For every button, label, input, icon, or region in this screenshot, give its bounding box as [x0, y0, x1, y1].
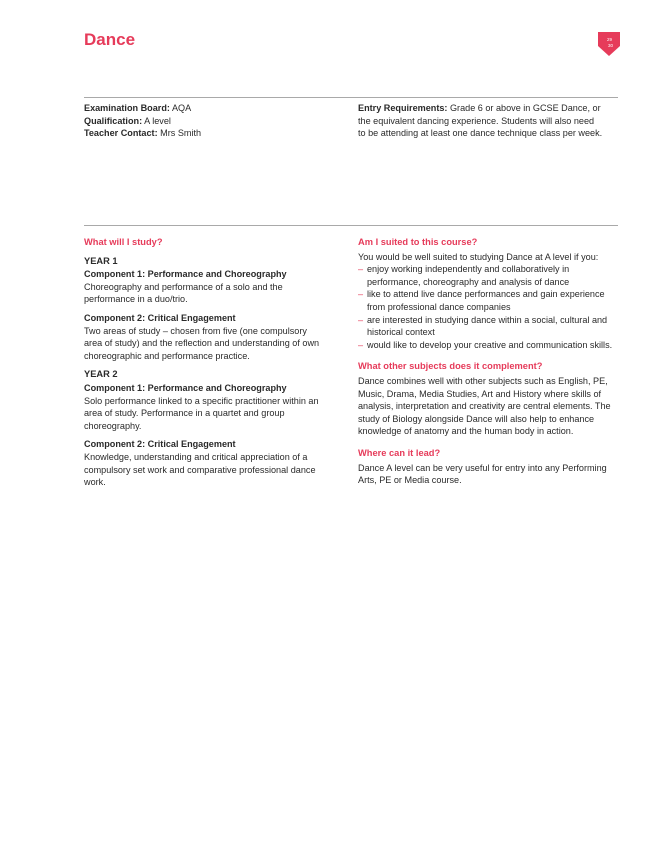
entry-line-1: Entry Requirements: Grade 6 or above in GCSE Dance, or — [358, 103, 601, 113]
right-column — [358, 236, 624, 493]
page-title: Dance — [84, 30, 136, 49]
top-divider — [84, 97, 618, 98]
list-item: – like to attend live dance performances and gain experience from professional dance companies — [358, 289, 605, 312]
teacher-contact-label: Teacher Contact: — [84, 128, 158, 139]
badge-top-number: 29 — [607, 37, 613, 42]
left-column — [84, 236, 324, 495]
year-1-component-2-title: Component 2: Critical Engagement — [84, 312, 236, 323]
study-heading: What will I study? — [84, 237, 163, 247]
suited-heading: Am I suited to this course? — [358, 237, 478, 247]
year-2-component-2-text: Knowledge, understanding and critical appreciation of a compulsory set work and comparative professional dance work. — [84, 451, 316, 488]
exam-board-row — [84, 102, 324, 115]
teacher-contact-row — [84, 127, 324, 140]
list-item: – would like to develop your creative and communication skills. — [358, 339, 613, 350]
year-1-component-2-text: Two areas of study – chosen from five (one compulsory area of study) and the reflection and understanding of own choreographic and performance practice. — [84, 325, 320, 361]
entry-requirements-label: Entry Requirements: — [358, 103, 448, 113]
badge-bottom-number: 30 — [608, 43, 614, 48]
exam-board-label: Examination Board: — [84, 103, 170, 113]
qualification-row — [84, 115, 324, 128]
year-2-component-1-text: Solo performance linked to a specific practitioner within an area of study. Performance in a quartet and group choreography. — [84, 395, 319, 431]
teacher-contact-value: Mrs Smith — [160, 128, 202, 139]
qualification-label: Qualification: — [84, 115, 143, 126]
qualification-value: A level — [144, 115, 171, 126]
page-badge — [598, 32, 620, 56]
entry-requirements — [358, 102, 628, 140]
year-2-component-1-title: Component 1: Performance and Choreography — [84, 382, 287, 393]
lead-heading: Where can it lead? — [358, 447, 441, 458]
entry-line-2: the equivalent dancing experience. Students will also need — [358, 115, 595, 126]
course-info — [84, 102, 324, 140]
year-2-component-2-title: Component 2: Critical Engagement — [84, 439, 236, 450]
middle-divider — [84, 225, 618, 226]
year-2-heading: YEAR 2 — [84, 369, 118, 380]
entry-line-3: to be attending at least one dance technique class per week. — [358, 128, 603, 139]
year-1-heading: YEAR 1 — [84, 255, 118, 266]
list-item: – enjoy working independently and collaboratively in performance, choreography and analysis of dance — [358, 264, 570, 287]
exam-board-value: AQA — [171, 103, 192, 113]
year-1-component-1-text: Choreography and performance of a solo and the performance in a duo/trio. — [84, 281, 283, 305]
list-item: – are interested in studying dance within a social, cultural and historical context — [358, 314, 608, 338]
suited-list — [358, 263, 624, 351]
lead-text: Dance A level can be very useful for entry into any Performing Arts, PE or Media course. — [358, 462, 607, 486]
suited-intro: You would be well suited to studying Dance at A level if you: — [358, 251, 599, 262]
complement-text: Dance combines well with other subjects such as English, PE, Music, Drama, Media Studies, Art and History where skills of analysis, interpretation and creativity are central elements. The study of Biology alongside Dance will also help to enhance knowledge of anatomy and the human body in action. — [358, 375, 611, 437]
year-1-component-1-title: Component 1: Performance and Choreography — [84, 269, 287, 280]
complement-heading: What other subjects does it complement? — [358, 361, 543, 372]
